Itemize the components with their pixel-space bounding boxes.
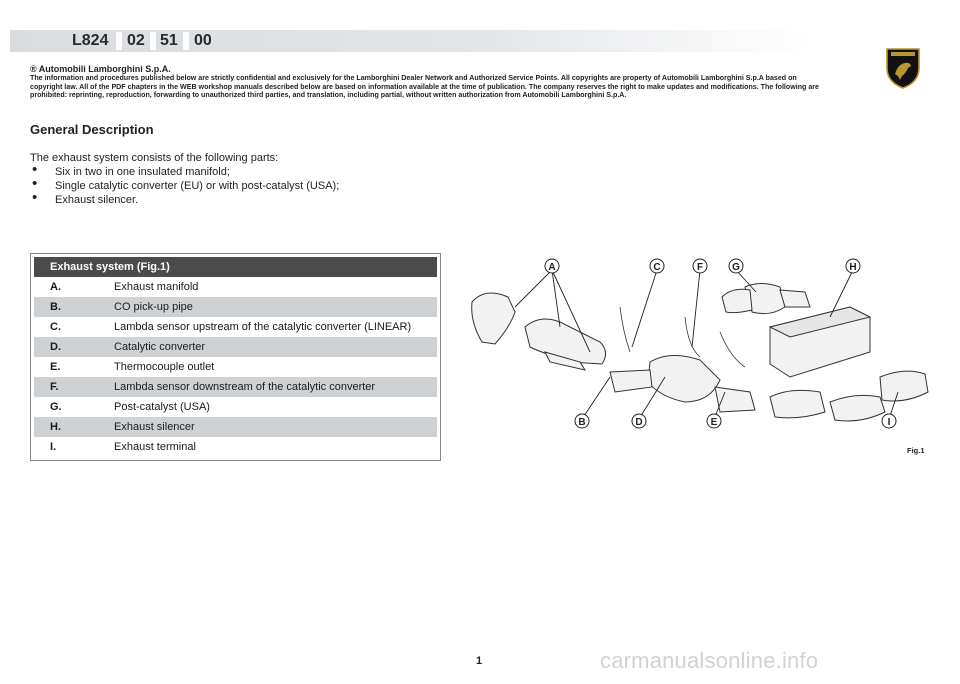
copyright-notice	[30, 64, 826, 100]
leader-c	[632, 270, 657, 347]
terminal-pipe-left	[770, 390, 825, 417]
post-catalyst-outlet	[780, 290, 810, 307]
leader-f	[692, 270, 700, 347]
callout-label: A	[548, 262, 556, 273]
callout-label: C	[653, 262, 661, 273]
row-value: CO pick-up pipe	[114, 301, 193, 313]
row-value: Post-catalyst (USA)	[114, 401, 210, 413]
doc-code-section: 00	[194, 32, 212, 49]
lamborghini-shield-logo-icon	[884, 46, 922, 90]
row-value: Exhaust manifold	[114, 281, 199, 293]
doc-code-model: L824	[72, 32, 109, 49]
row-key: B.	[50, 301, 61, 313]
terminal-pipe-right	[830, 395, 885, 421]
code-separator	[116, 32, 122, 50]
table-header: Exhaust system (Fig.1)	[34, 257, 437, 277]
table-row	[34, 357, 437, 377]
doc-code-group: 02	[127, 32, 145, 49]
code-separator	[150, 32, 156, 50]
sensor-wire-f	[685, 317, 700, 357]
callout-label: D	[635, 417, 643, 428]
section-intro: The exhaust system consists of the following parts:	[30, 152, 279, 164]
callout-label: E	[710, 417, 718, 428]
row-value: Lambda sensor downstream of the catalytic converter	[114, 381, 376, 393]
row-value: Lambda sensor upstream of the catalytic converter (LINEAR)	[114, 321, 412, 333]
figure-caption: Fig.1	[907, 446, 925, 455]
table-row	[34, 397, 437, 417]
doc-code-subgroup: 51	[160, 32, 178, 49]
row-value: Exhaust silencer	[114, 421, 195, 433]
sensor-wire-c	[620, 307, 630, 352]
page-number: 1	[476, 655, 483, 667]
leader-a1	[515, 270, 552, 307]
table-row	[34, 437, 437, 457]
copyright-title: ® Automobili Lamborghini S.p.A.	[30, 64, 171, 74]
exhaust-terminal	[880, 371, 928, 401]
table-row	[34, 417, 437, 437]
row-key: F.	[50, 381, 59, 393]
exhaust-parts-table	[30, 253, 441, 461]
watermark-text: carmanualsonline.info	[600, 648, 819, 673]
mid-pipe	[610, 370, 652, 392]
list-item: • Exhaust silencer.	[30, 193, 339, 207]
table-row	[34, 297, 437, 317]
exhaust-system-diagram	[460, 252, 940, 457]
row-key: H.	[50, 421, 61, 433]
callout-label: F	[696, 262, 704, 273]
row-key: C.	[50, 321, 61, 333]
parts-bullet-list	[30, 165, 339, 207]
list-item: • Six in two in one insulated manifold;	[30, 165, 339, 179]
post-catalyst-pipe	[722, 289, 752, 312]
code-separator	[183, 32, 189, 50]
callout-label: B	[578, 417, 586, 428]
row-key: G.	[50, 401, 62, 413]
leader-b	[582, 377, 610, 419]
row-value: Exhaust terminal	[114, 441, 196, 453]
callout-label: I	[887, 417, 891, 428]
table-row	[34, 277, 437, 297]
row-key: E.	[50, 361, 61, 373]
list-item: • Single catalytic converter (EU) or with post-catalyst (USA);	[30, 179, 339, 193]
callout-label: G	[732, 262, 740, 273]
callout-label: H	[849, 262, 857, 273]
row-key: D.	[50, 341, 61, 353]
outlet-pipe	[715, 387, 755, 412]
row-value: Catalytic converter	[114, 341, 206, 353]
table-row	[34, 377, 437, 397]
table-row	[34, 317, 437, 337]
manifold-left	[472, 293, 515, 344]
row-key: I.	[50, 441, 57, 453]
copyright-text: The information and procedures published below are strictly confidential and exclusively for the Lamborghini Dealer Network and Authorized Service Points. All copyrights are property of Automobili Lamborghini S.p.A based on copyright law. All of the PDF chapters in the WEB workshop manuals described below are based on information available at the time of publication. The company reserves the right to make updates and modifications. The following are prohibited: reprinting, reproduction, forwarding to unauthorized third parties, and translation, including partial, without written authorization from Automobili Lamborghini S.p.A.	[30, 74, 819, 100]
table-row	[34, 337, 437, 357]
row-value: Thermocouple outlet	[114, 361, 215, 373]
manifold-center	[525, 319, 606, 364]
section-title: General Description	[30, 122, 154, 137]
catalytic-converter	[648, 355, 720, 402]
row-key: A.	[50, 281, 61, 293]
sensor-wire-e	[720, 332, 745, 367]
